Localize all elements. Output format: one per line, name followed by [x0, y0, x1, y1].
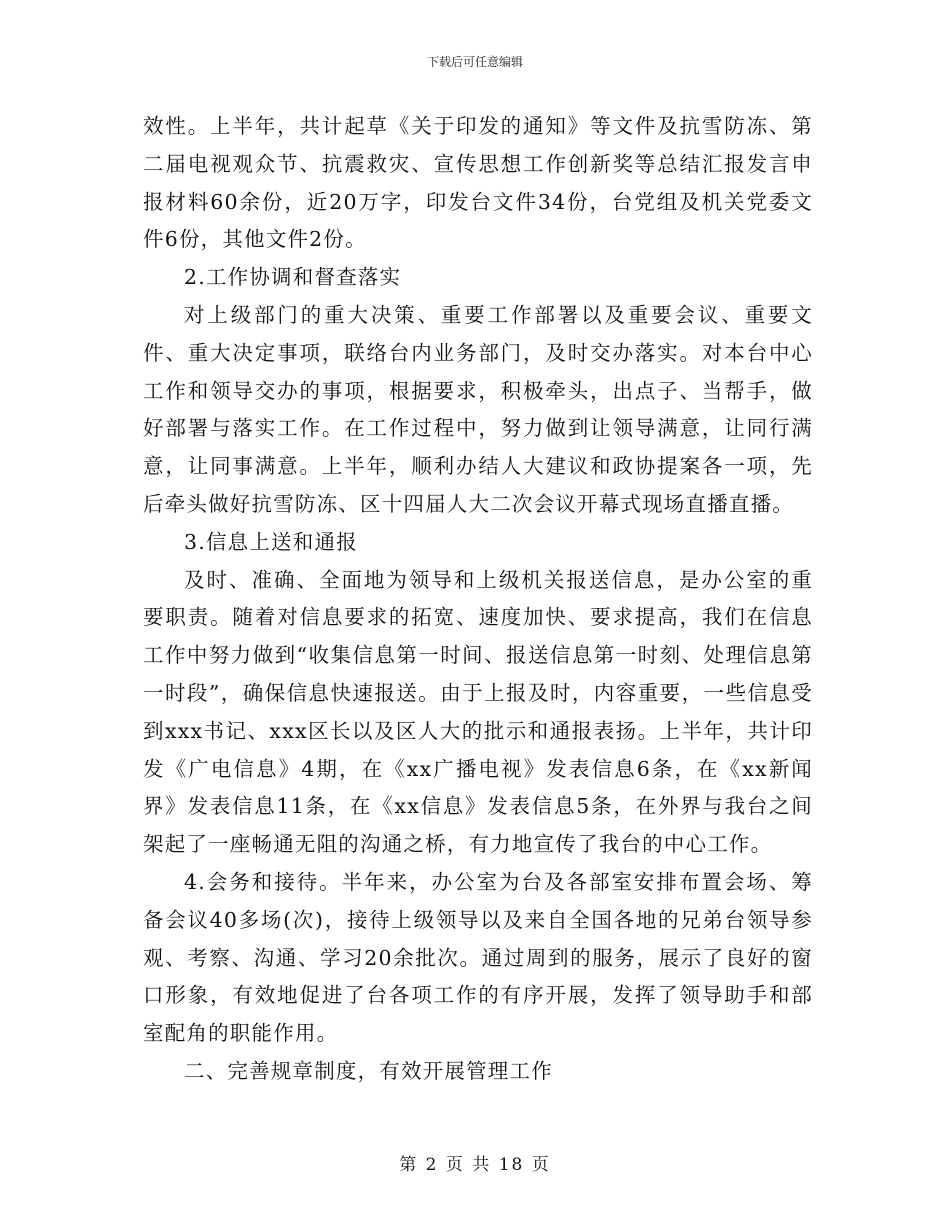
document-body [143, 108, 813, 1091]
paragraph-1: 效性。上半年，共计起草《关于印发的通知》等文件及抗雪防冻、第二届电视观众节、抗震救灾、宣传思想工作创新奖等总结汇报发言申报材料60余份，近20万字，印发台文件34份，台党组及机关党委文件6份，其他文件2份。 [143, 114, 813, 252]
page-footer: 第 2 页 共 18 页 [399, 1155, 551, 1175]
paragraph-4: 4.会务和接待。半年来，办公室为台及各部室安排布置会场、筹备会议40多场(次)，接待上级领导以及来自全国各地的兄弟台领导参观、考察、沟通、学习20余批次。通过周到的服务，展示了良好的窗口形象，有效地促进了台各项工作的有序开展，发挥了领导助手和部室配角的职能作用。 [143, 869, 813, 1046]
section-heading-3: 3.信息上送和通报 [184, 529, 358, 554]
paragraph-2: 对上级部门的重大决策、重要工作部署以及重要会议、重要文件、重大决定事项，联络台内业务部门，及时交办落实。对本台中心工作和领导交办的事项，根据要求，积极牵头，出点子、当帮手，做好部署与落实工作。在工作过程中，努力做到让领导满意，让同行满意，让同事满意。上半年，顺利办结人大建议和政协提案各一项，先后牵头做好抗雪防冻、区十四届人大二次会议开幕式现场直播直播。 [143, 302, 813, 516]
page-header: 下载后可任意编辑 [426, 55, 523, 69]
section-heading-2: 2.工作协调和督查落实 [184, 265, 402, 290]
paragraph-3: 及时、准确、全面地为领导和上级机关报送信息，是办公室的重要职责。随着对信息要求的拓宽、速度加快、要求提高，我们在信息工作中努力做到“收集信息第一时间、报送信息第一时刻、处理信息第一时段”，确保信息快速报送。由于上报及时，内容重要，一些信息受到xxx书记、xxx区长以及区人大的批示和通报表扬。上半年，共计印发《广电信息》4期，在《xx广播电视》发表信息6条，在《xx新闻界》发表信息11条，在《xx信息》发表信息5条，在外界与我台之间架起了一座畅通无阻的沟通之桥，有力地宣传了我台的中心工作。 [143, 567, 813, 857]
section-heading-two: 二、完善规章制度，有效开展管理工作 [184, 1058, 553, 1083]
